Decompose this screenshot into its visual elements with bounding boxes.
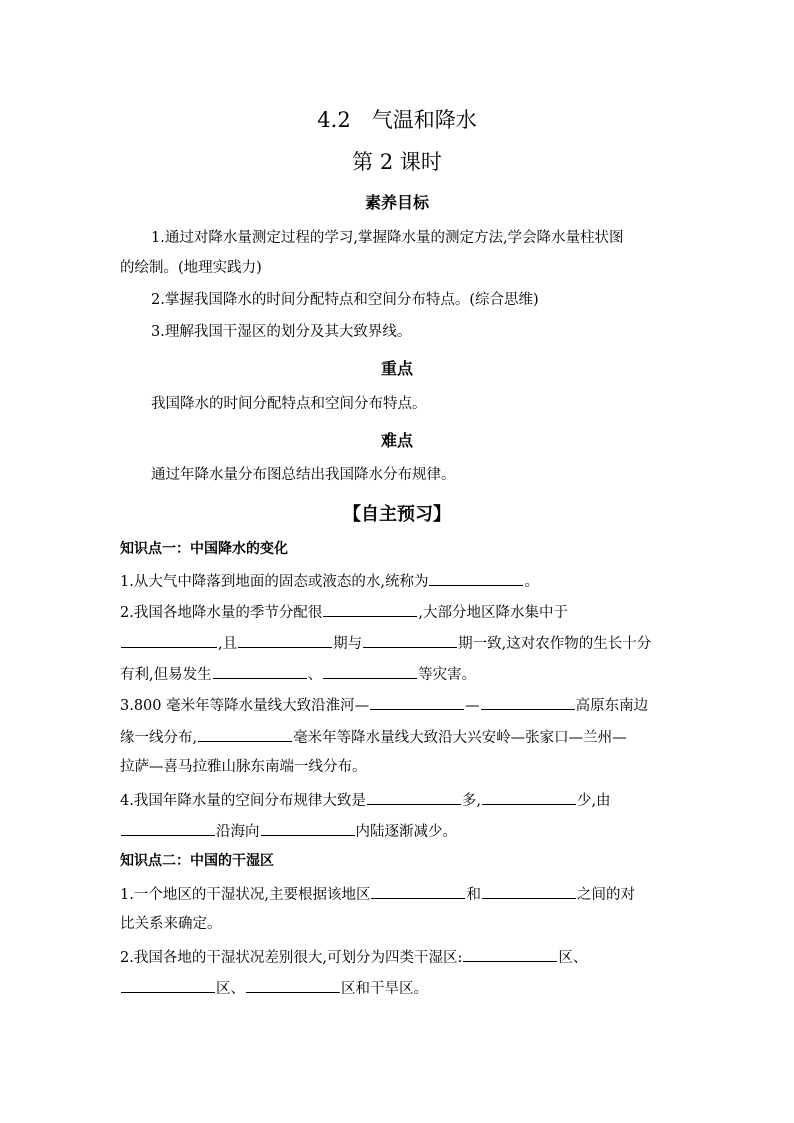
- question-2-line-1: [120, 601, 568, 623]
- q6-text: 区、: [558, 950, 588, 966]
- q2-text: ,大部分地区降水集中于: [418, 605, 568, 621]
- answer-blank[interactable]: [363, 632, 457, 648]
- q5-text: 1.一个地区的干湿状况,主要根据该地区: [120, 887, 371, 903]
- key-text: 我国降水的时间分配特点和空间分布特点。: [151, 396, 427, 412]
- answer-blank[interactable]: [121, 632, 217, 648]
- page-title: 4.2 气温和降水: [317, 108, 477, 132]
- answer-blank[interactable]: [238, 632, 332, 648]
- preview-heading: 【自主预习】: [343, 504, 451, 525]
- question-5-line-2: 比关系来确定。: [120, 916, 222, 932]
- question-3-line-3: 拉萨—喜马拉雅山脉东南端一线分布。: [120, 759, 367, 775]
- answer-blank[interactable]: [261, 820, 355, 836]
- question-2-line-2: [120, 632, 651, 654]
- q3-text: 3.800 毫米年等降水量线大致沿淮河—: [120, 698, 370, 714]
- question-1: [120, 570, 539, 592]
- q2-text: 期与: [333, 636, 363, 652]
- answer-blank[interactable]: [429, 570, 523, 586]
- q4-text: 沿海向: [216, 824, 260, 840]
- answer-blank[interactable]: [121, 977, 215, 993]
- answer-blank[interactable]: [323, 663, 417, 679]
- q6-text: 区、: [216, 981, 245, 997]
- q2-text: 2.我国各地降水量的季节分配很: [120, 605, 323, 621]
- answer-blank[interactable]: [213, 663, 307, 679]
- q5-text: 和: [466, 887, 481, 903]
- goal-2: 2.掌握我国降水的时间分配特点和空间分布特点。(综合思维): [151, 292, 539, 308]
- q6-text: 2.我国各地的干湿状况差别很大,可划分为四类干湿区:: [120, 950, 463, 966]
- q2-text: ,且: [218, 636, 238, 652]
- question-4-line-1: [120, 789, 611, 811]
- question-3-line-2: [120, 726, 627, 748]
- question-3-line-1: [120, 694, 648, 716]
- q3-text: 毫米年等降水量线大致沿大兴安岭—张家口—兰州—: [293, 730, 627, 746]
- q2-text: 、: [307, 667, 323, 683]
- q3-text: 缘一线分布,: [120, 730, 198, 746]
- q1-end: 。: [524, 574, 539, 590]
- answer-blank[interactable]: [482, 789, 576, 805]
- answer-blank[interactable]: [246, 977, 340, 993]
- answer-blank[interactable]: [481, 694, 575, 710]
- q2-text: 等灾害。: [418, 667, 477, 683]
- question-2-line-3: [120, 663, 476, 685]
- lesson-subtitle: 第 2 课时: [352, 150, 442, 174]
- goal-1-line-1: 1.通过对降水量测定过程的学习,掌握降水量的测定方法,学会降水量柱状图: [151, 230, 624, 246]
- q3-text: 高原东南边: [575, 698, 649, 714]
- question-6-line-2: [120, 977, 428, 999]
- answer-blank[interactable]: [370, 694, 464, 710]
- answer-blank[interactable]: [323, 601, 417, 617]
- q1-text: 1.从大气中降落到地面的固态或液态的水,统称为: [120, 574, 429, 590]
- goal-3: 3.理解我国干湿区的划分及其大致界线。: [151, 324, 412, 340]
- q5-text: 之间的对: [576, 887, 635, 903]
- q6-text: 区和干旱区。: [341, 981, 428, 997]
- question-5-line-1: [120, 883, 635, 905]
- knowledge-point-2: 知识点二：中国的干湿区: [120, 853, 274, 869]
- key-heading: 重点: [380, 359, 413, 378]
- knowledge-point-1: 知识点一：中国降水的变化: [120, 541, 288, 557]
- difficulty-heading: 难点: [380, 431, 413, 450]
- question-4-line-2: [120, 820, 457, 842]
- goal-1-line-2: 的绘制。(地理实践力): [120, 260, 262, 276]
- q4-text: 多,: [461, 793, 481, 809]
- goals-heading: 素养目标: [364, 193, 429, 212]
- answer-blank[interactable]: [198, 726, 292, 742]
- answer-blank[interactable]: [367, 789, 461, 805]
- answer-blank[interactable]: [463, 946, 557, 962]
- q4-text: 内陆逐渐减少。: [355, 824, 457, 840]
- q4-text: 4.我国年降水量的空间分布规律大致是: [120, 793, 366, 809]
- answer-blank[interactable]: [371, 883, 465, 899]
- answer-blank[interactable]: [482, 883, 576, 899]
- answer-blank[interactable]: [121, 820, 215, 836]
- q2-text: 期一致,这对农作物的生长十分: [458, 636, 652, 652]
- question-6-line-1: [120, 946, 587, 968]
- q4-text: 少,由: [576, 793, 611, 809]
- difficulty-text: 通过年降水量分布图总结出我国降水分布规律。: [151, 467, 456, 483]
- q3-text: —: [465, 698, 480, 714]
- q2-text: 有利,但易发生: [120, 667, 212, 683]
